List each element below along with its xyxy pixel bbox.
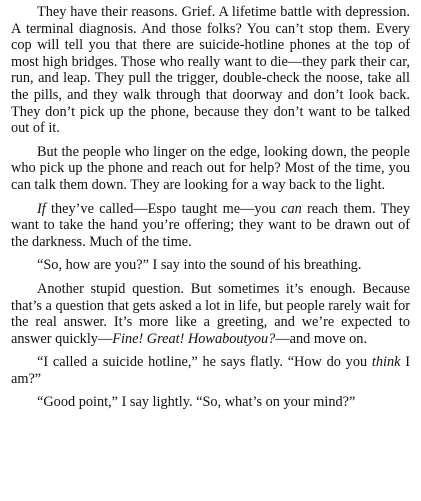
text-segment: “So, how are you?” I say into the sound of his breathing. [37,257,362,274]
italic-text-segment: think [371,354,401,371]
text-segment: reach them. They want to take the hand you’re offering; they want to be drawn out of the darkness. Much of the time. [11,200,410,250]
paragraph-7 [11,394,410,411]
italic-text-segment: If [37,200,46,217]
text-segment: Another stupid question. But sometimes it’s enough. Because that’s a question that gets asked a lot in life, but people rarely wait for the real answer. It’s more like a greeting, and we’re expected to answer quickly— [11,280,411,347]
text-segment: —and move on. [275,330,368,347]
paragraph-4 [11,257,410,274]
italic-text-segment: Fine! Great! Howaboutyou? [112,330,276,347]
italic-text-segment: can [281,200,302,217]
text-segment: “Good point,” I say lightly. “So, what’s on your mind?” [37,394,356,411]
text-segment: “I called a suicide hotline,” he says flatly. “How do you [37,354,372,371]
text-segment: I am?” [11,354,410,387]
text-segment: But the people who linger on the edge, looking down, the people who pick up the phone and reach out for help? Most of the time, you can talk them down. They are looking for a way back to the light. [11,143,410,193]
paragraph-3 [11,201,410,251]
paragraph-2 [11,144,410,194]
text-segment: They have their reasons. Grief. A lifetime battle with depression. A terminal diagnosis. And those folks? You can’t stop them. Every cop will tell you that there are suicide-hotline phones at the top of most high bridges. Those who really want to die—they park their car, run, and leap. They pull the trigger, double-check the noose, take all the pills, and they walk through that doorway and don’t look back. They don’t pick up the phone, because they don’t want to be talked out of it. [11,4,410,137]
paragraph-1 [11,4,410,137]
paragraph-6 [11,354,410,387]
paragraph-5 [11,281,410,347]
text-segment: they’ve called—Espo taught me—you [45,200,282,217]
